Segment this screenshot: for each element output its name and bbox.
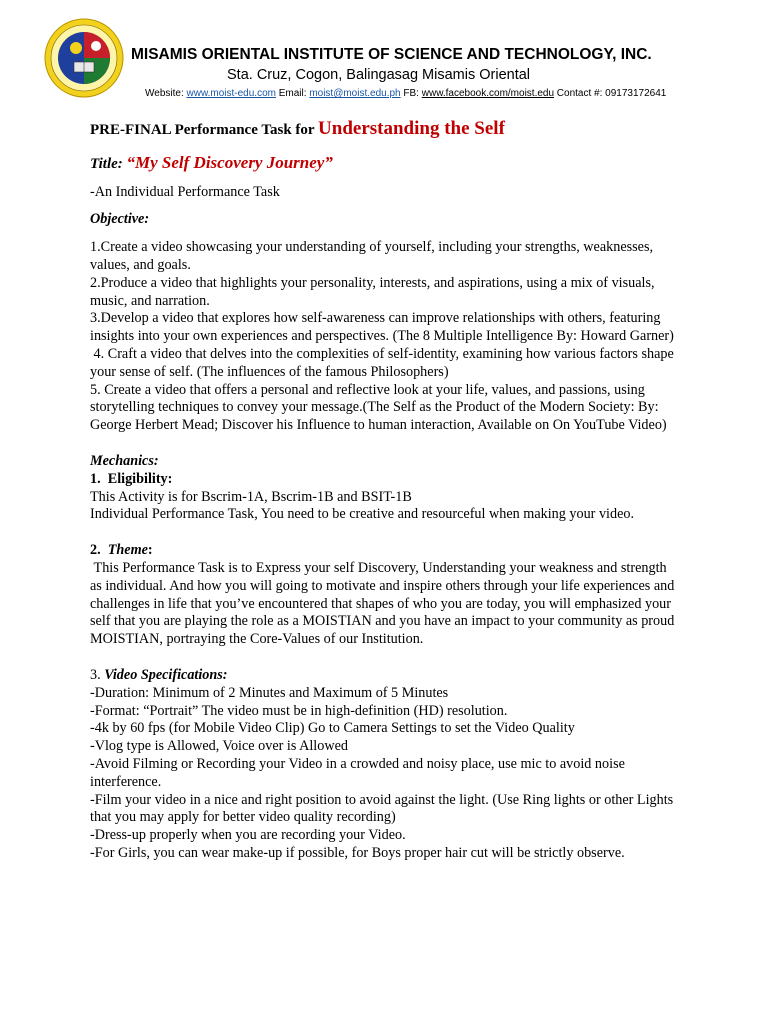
email-link[interactable]: moist@moist.edu.ph	[309, 88, 401, 99]
website-link[interactable]: www.moist-edu.com	[186, 88, 276, 99]
objective-item: 4. Craft a video that delves into the complexities of self-identity, examining how various factors shape your sense of self. (The influences of the famous Philosophers)	[90, 345, 678, 380]
fb-label: FB:	[400, 88, 422, 99]
video-spec-item: -Dress-up properly when you are recording your Video.	[90, 827, 406, 844]
contact-number: Contact #: 09173172641	[554, 88, 667, 99]
theme-text: This Performance Task is to Express your self Discovery, Understanding your weakness and strength as individual. And how you will going to motivate and inspire others through your life experiences and challenges in life that you’ve encountered that shapes of who you are today, you will emphasized your self that you are playing the role as a MOISTIAN and you have an impact to your community as proud MOISTIAN, portraying the Core-Values of our Institution.	[90, 559, 678, 648]
video-spec-item: -Format: “Portrait” The video must be in high-definition (HD) resolution.	[90, 702, 508, 719]
video-spec-item: -4k by 60 fps (for Mobile Video Clip) Go to Camera Settings to set the Video Quality	[90, 720, 575, 737]
video-spec-heading	[90, 667, 680, 685]
title-label: Title:	[90, 155, 127, 172]
title-text: “My Self Discovery Journey”	[126, 152, 333, 172]
eligibility-line: This Activity is for Bscrim-1A, Bscrim-1B and BSIT-1B	[90, 488, 412, 505]
video-spec-heading-text: Video Specifications:	[104, 666, 228, 683]
objective-item: 1.Create a video showcasing your understanding of yourself, including your strengths, weaknesses, values, and goals.	[90, 239, 654, 273]
document-body	[90, 120, 680, 863]
institution-name: MISAMIS ORIENTAL INSTITUTE OF SCIENCE AND TECHNOLOGY, INC.	[131, 46, 652, 63]
task-subtitle: -An Individual Performance Task	[90, 183, 280, 200]
contact-line	[145, 88, 745, 99]
video-spec-item: -Vlog type is Allowed, Voice over is Allowed	[90, 738, 348, 755]
eligibility-heading: 1. Eligibility:	[90, 470, 173, 487]
video-spec-item: -Avoid Filming or Recording your Video in a crowded and noisy place, use mic to avoid noise interference.	[90, 755, 625, 790]
video-spec-item: -Duration: Minimum of 2 Minutes and Maximum of 5 Minutes	[90, 684, 449, 701]
school-seal-logo	[44, 18, 124, 98]
objective-heading: Objective:	[90, 211, 150, 228]
subject-title: Understanding the Self	[318, 118, 505, 139]
mechanics-heading: Mechanics:	[90, 452, 159, 469]
theme-heading-text: Theme	[107, 542, 148, 559]
video-spec-number: 3.	[90, 666, 105, 683]
website-label: Website:	[145, 88, 187, 99]
theme-colon: :	[147, 542, 153, 559]
facebook-link[interactable]: www.facebook.com/moist.edu	[421, 88, 555, 99]
institution-address: Sta. Cruz, Cogon, Balingasag Misamis Oriental	[227, 67, 531, 83]
objective-item: 2.Produce a video that highlights your personality, interests, and aspirations, using a mix of visuals, music, and narration.	[90, 274, 655, 309]
theme-heading	[90, 542, 680, 560]
objective-item: 5. Create a video that offers a personal and reflective look at your life, values, and passions, using storytelling techniques to convey your message.(The Self as the Product of the Modern Society: By: George Herbert Mead; Discover his Influence to human interaction, Available on On YouTube Video)	[90, 381, 667, 434]
task-heading	[90, 120, 680, 140]
eligibility-line: Individual Performance Task, You need to be creative and resourceful when making your video.	[90, 506, 635, 523]
task-title	[90, 154, 680, 174]
video-spec-item: -Film your video in a nice and right position to avoid against the light. (Use Ring lights or other Lights that you may apply for better video quality recording)	[90, 791, 674, 826]
letterhead	[0, 0, 768, 110]
objective-item: 3.Develop a video that explores how self-awareness can improve relationships with others, featuring insights into your own experiences and perspectives. (The 8 Multiple Intelligence By: Howard Garner)	[90, 310, 674, 345]
task-prefix: PRE-FINAL Performance Task for	[90, 122, 319, 138]
theme-number: 2.	[90, 542, 108, 559]
video-spec-item: -For Girls, you can wear make-up if possible, for Boys proper hair cut will be strictly observe.	[90, 844, 625, 861]
email-label: Email:	[275, 88, 310, 99]
